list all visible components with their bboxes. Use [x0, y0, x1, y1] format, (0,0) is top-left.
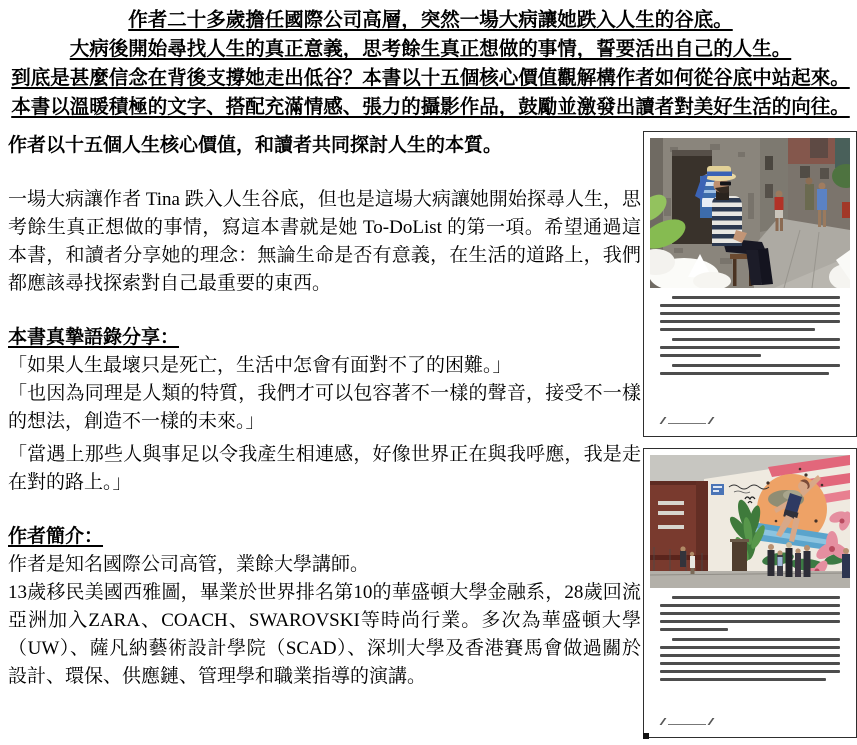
street-mural-photo [650, 455, 850, 588]
image-column [643, 124, 857, 738]
micro-text-line [660, 654, 840, 657]
micro-text-line [660, 604, 840, 607]
micro-text-line [672, 296, 840, 299]
bio-intro-line: 作者是知名國際公司高管，業餘大學講師。 [8, 554, 370, 575]
text-column [8, 124, 641, 738]
page-corner-artifact [643, 733, 649, 739]
micro-text-line [660, 670, 840, 673]
micro-text-line [672, 596, 840, 599]
micro-text-line [660, 354, 761, 357]
venice-alley-photo [650, 138, 850, 288]
book-page-card-2 [643, 448, 857, 738]
headline-block [8, 6, 853, 122]
page-1-caption-mark [662, 416, 850, 424]
micro-text-line [660, 312, 840, 315]
quotes-heading: 本書真摯語錄分享： [8, 327, 180, 348]
micro-text-line [660, 612, 840, 615]
micro-text-line [672, 638, 840, 641]
intro-paragraph: 一場大病讓作者 Tina 跌入人生谷底，但也是這場大病讓她開始探尋人生，思考餘生真正想做的事情，寫這本書就是她 To-DoList 的第一項。希望通過這本書，和讀者分享她的理念：無論生命是否有意義，在生活的道路上，我們都應該尋找探索對自己最重要的東西。 [8, 189, 641, 294]
headline-line-1: 作者二十多歲擔任國際公司高層，突然一場大病讓她跌入人生的谷底。 [128, 10, 733, 31]
headline-line-2: 大病後開始尋找人生的真正意義，思考餘生真正想做的事情，誓要活出自己的人生。 [69, 39, 792, 60]
bio-paragraph: 13歲移民美國西雅圖，畢業於世界排名第10的華盛頓大學金融系，28歲回流亞洲加入ZARA、COACH、SWAROVSKI等時尚行業。多次為華盛頓大學（UW）、薩凡納藝術設計學院（SCAD）、深圳大學及香港賽馬會做過關於設計、環保、供應鏈、管理學和職業指導的演講。 [8, 582, 641, 687]
intro-lead: 作者以十五個人生核心價值，和讀者共同探討人生的本質。 [8, 135, 503, 156]
bio-heading-wrap [8, 523, 641, 551]
quote-3: 「當遇上那些人與事足以令我產生相連感，好像世界正在與我呼應，我是走在對的路上。」 [8, 444, 641, 493]
quote-1: 「如果人生最壞只是死亡，生活中怎會有面對不了的困難。」 [8, 355, 512, 376]
headline-line-3: 到底是甚麼信念在背後支撐她走出低谷？本書以十五個核心價值觀解構作者如何從谷底中站起來。 [11, 68, 850, 89]
page-2-micro-text [660, 596, 840, 688]
micro-text-line [660, 646, 840, 649]
micro-text-line [660, 346, 840, 349]
quote-2: 「也因為同理是人類的特質，我們才可以包容著不一樣的聲音，接受不一樣的想法，創造不一樣的未來。」 [8, 383, 641, 432]
micro-text-line [660, 678, 826, 681]
micro-text-line [660, 372, 829, 375]
micro-text-line [660, 328, 815, 331]
micro-text-line [660, 628, 728, 631]
micro-text-line [660, 662, 840, 665]
micro-text-line [660, 304, 840, 307]
bio-heading: 作者簡介： [8, 526, 104, 547]
content-row [8, 124, 857, 738]
page-2-caption-mark [662, 717, 850, 725]
book-page-card-1 [643, 131, 857, 437]
micro-text-line [660, 320, 840, 323]
page-1-micro-text [660, 296, 840, 382]
micro-text-line [672, 364, 840, 367]
micro-text-line [660, 620, 840, 623]
quotes-heading-wrap [8, 324, 641, 352]
headline-line-4: 本書以溫暖積極的文字、搭配充滿情感、張力的攝影作品，鼓勵並激發出讀者對美好生活的向往。 [11, 97, 850, 118]
micro-text-line [672, 338, 840, 341]
